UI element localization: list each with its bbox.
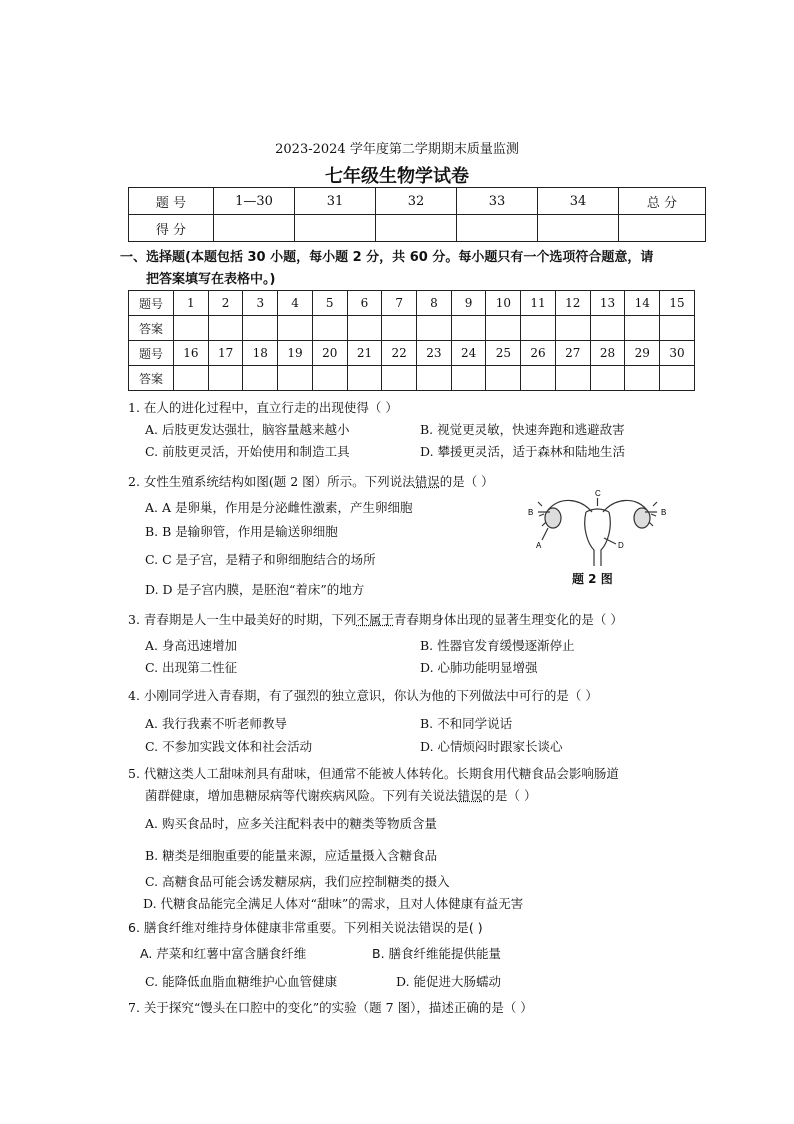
question-number-cell: 18 (243, 341, 278, 366)
question-4-option-d: D. 心情烦闷时跟家长谈心 (420, 739, 563, 754)
question-1-option-c: C. 前肢更灵活，开始使用和制造工具 (145, 444, 350, 459)
question-number-cell: 17 (208, 341, 243, 366)
question-4-stem: 4. 小刚同学进入青春期，有了强烈的独立意识，你认为他的下列做法中可行的是（ ） (128, 688, 598, 703)
answer-number-row (129, 291, 695, 316)
exam-title: 七年级生物学试卷 (325, 166, 469, 187)
question-3-option-a: A. 身高迅速增加 (145, 638, 237, 653)
question-5-stem-line1: 5. 代糖这类人工甜味剂具有甜味，但通常不能被人体转化。长期食用代糖食品会影响肠道 (128, 766, 619, 781)
question-number-cell: 16 (174, 341, 209, 366)
question-number-cell: 21 (347, 341, 382, 366)
section-heading-line2: 把答案填写在表格中。) (146, 272, 276, 287)
score-cell: 总 分 (619, 188, 706, 215)
question-5-stem-post: 的是（ ） (482, 788, 537, 803)
question-3-option-d: D. 心肺功能明显增强 (420, 660, 538, 675)
question-3-stem-pre: 3. 青春期是人一生中最美好的时期，下列 (128, 612, 357, 627)
score-cell: 1—30 (214, 188, 295, 215)
section-heading (120, 247, 700, 291)
answer-cell (590, 316, 625, 341)
answer-cell (347, 366, 382, 391)
answer-row-label: 答案 (129, 316, 174, 341)
question-1-option-b: B. 视觉更灵敏，快速奔跑和逃避敌害 (420, 422, 625, 437)
question-number-cell: 24 (451, 341, 486, 366)
question-7-stem: 7. 关于探究“馒头在口腔中的变化”的实验（题 7 图），描述正确的是（ ） (128, 1000, 533, 1015)
question-number-cell: 19 (278, 341, 313, 366)
question-number-cell: 11 (521, 291, 556, 316)
answer-cell (208, 366, 243, 391)
answer-cell (174, 316, 209, 341)
score-entry-cell (295, 215, 376, 242)
answer-cell (243, 316, 278, 341)
question-2-stem-emphasis: 错误 (414, 474, 440, 489)
figure-label-c: C (595, 489, 601, 498)
question-6-option-d: D. 能促进大肠蠕动 (396, 974, 502, 989)
answer-cell (521, 316, 556, 341)
question-5-option-b: B. 糖类是细胞重要的能量来源，应适量摄入含糖食品 (145, 848, 438, 863)
answer-cell (486, 366, 521, 391)
score-entry-cell (376, 215, 457, 242)
question-4-option-b: B. 不和同学说话 (420, 716, 513, 731)
score-entry-cell (538, 215, 619, 242)
score-entry-cell (214, 215, 295, 242)
question-number-cell: 5 (312, 291, 347, 316)
question-6-option-c: C. 能降低血脂血糖维护心血管健康 (145, 974, 338, 989)
question-number-cell: 1 (174, 291, 209, 316)
score-cell: 33 (457, 188, 538, 215)
question-2-stem (128, 472, 494, 490)
answer-cell (278, 316, 313, 341)
question-number-cell: 3 (243, 291, 278, 316)
question-2-option-c: C. C 是子宫，是精子和卵细胞结合的场所 (145, 552, 376, 567)
question-2-option-b: B. B 是输卵管，作用是输送卵细胞 (145, 524, 338, 539)
answer-number-row (129, 341, 695, 366)
answer-cell (555, 366, 590, 391)
question-4-option-c: C. 不参加实践文体和社会活动 (145, 739, 313, 754)
question-4-option-a: A. 我行我素不听老师教导 (145, 716, 287, 731)
question-number-cell: 9 (451, 291, 486, 316)
question-5-stem-line2 (145, 786, 537, 804)
question-1-stem: 1. 在人的进化过程中，直立行走的出现使得（ ） (128, 400, 398, 415)
answer-entry-row (129, 366, 695, 391)
answer-cell (382, 366, 417, 391)
score-entry-cell (457, 215, 538, 242)
question-number-cell: 10 (486, 291, 521, 316)
question-2-option-a: A. A 是卵巢，作用是分泌雌性激素，产生卵细胞 (145, 500, 413, 515)
exam-subtitle: 2023-2024 学年度第二学期期末质量监测 (275, 142, 519, 157)
answer-cell (660, 366, 695, 391)
answer-row-label: 答案 (129, 366, 174, 391)
answer-cell (486, 316, 521, 341)
score-table-score-row (129, 215, 706, 242)
question-number-cell: 15 (660, 291, 695, 316)
answer-cell (278, 366, 313, 391)
question-number-cell: 29 (625, 341, 660, 366)
score-table-header-row (129, 188, 706, 215)
question-5-option-d: D. 代糖食品能完全满足人体对“甜味”的需求，且对人体健康有益无害 (143, 896, 524, 911)
question-5-option-a: A. 购买食品时，应多关注配料表中的糖类等物质含量 (145, 816, 437, 831)
answer-cell (312, 316, 347, 341)
question-5-option-c: C. 高糖食品可能会诱发糖尿病，我们应控制糖类的摄入 (145, 874, 450, 889)
question-5-stem-emphasis: 错误 (457, 788, 483, 803)
answer-cell (208, 316, 243, 341)
score-entry-cell (619, 215, 706, 242)
question-2-option-d: D. D 是子宫内膜，是胚泡“着床”的地方 (145, 582, 365, 597)
question-number-cell: 30 (660, 341, 695, 366)
question-number-cell: 14 (625, 291, 660, 316)
question-number-cell: 8 (417, 291, 452, 316)
question-number-cell: 13 (590, 291, 625, 316)
question-5-stem-pre: 菌群健康，增加患糖尿病等代谢疾病风险。下列有关说法 (145, 788, 458, 803)
question-number-cell: 25 (486, 341, 521, 366)
figure-caption: 题 2 图 (572, 572, 613, 586)
score-cell: 31 (295, 188, 376, 215)
question-number-cell: 12 (555, 291, 590, 316)
score-cell: 34 (538, 188, 619, 215)
answer-cell (174, 366, 209, 391)
question-number-cell: 28 (590, 341, 625, 366)
answer-entry-row (129, 316, 695, 341)
question-number-cell: 20 (312, 341, 347, 366)
answer-cell (382, 316, 417, 341)
score-cell: 32 (376, 188, 457, 215)
question-number-cell: 23 (417, 341, 452, 366)
question-number-cell: 26 (521, 341, 556, 366)
answer-cell (243, 366, 278, 391)
question-3-option-b: B. 性器官发育缓慢逐渐停止 (420, 638, 575, 653)
question-6-option-b: B. 膳食纤维能提供能量 (372, 946, 502, 961)
answer-cell (417, 316, 452, 341)
question-6-stem: 6. 膳食纤维对维持身体健康非常重要。下列相关说法错误的是( ) (128, 920, 483, 935)
question-3-stem-emphasis: 不属于 (356, 612, 394, 627)
question-number-cell: 7 (382, 291, 417, 316)
figure-label-b-left: B (528, 508, 534, 517)
question-2-stem-post: 的是（ ） (439, 474, 494, 489)
figure-label-b-right: B (661, 508, 667, 517)
answer-cell (590, 366, 625, 391)
section-heading-line1: 一、选择题(本题包括 30 小题，每小题 2 分，共 60 分。每小题只有一个选项符合题意，请 (120, 250, 654, 265)
question-6-option-a: A. 芹菜和红薯中富含膳食纤维 (140, 946, 307, 961)
score-cell: 题 号 (129, 188, 214, 215)
question-1-option-a: A. 后肢更发达强壮，脑容量越来越小 (145, 422, 350, 437)
answer-cell (555, 316, 590, 341)
score-row-label: 得 分 (129, 215, 214, 242)
question-number-cell: 22 (382, 341, 417, 366)
question-number-cell: 6 (347, 291, 382, 316)
answer-cell (625, 366, 660, 391)
question-1-option-d: D. 攀援更灵活，适于森林和陆地生活 (420, 444, 626, 459)
figure-label-d: D (618, 541, 624, 550)
answer-cell (625, 316, 660, 341)
question-3-stem (128, 610, 623, 628)
answer-cell (312, 366, 347, 391)
answer-cell (660, 316, 695, 341)
answer-cell (417, 366, 452, 391)
figure-label-a: A (536, 541, 542, 550)
answer-cell (451, 366, 486, 391)
score-table (128, 187, 706, 242)
answer-cell (347, 316, 382, 341)
question-3-option-c: C. 出现第二性征 (145, 660, 238, 675)
question-3-stem-post: 青春期身体出现的显著生理变化的是（ ） (393, 612, 623, 627)
question-number-cell: 2 (208, 291, 243, 316)
answer-row-label: 题号 (129, 291, 174, 316)
answer-row-label: 题号 (129, 341, 174, 366)
answer-table (128, 290, 695, 391)
answer-cell (521, 366, 556, 391)
question-2-stem-pre: 2. 女性生殖系统结构如图(题 2 图）所示。下列说法 (128, 474, 415, 489)
question-number-cell: 4 (278, 291, 313, 316)
question-number-cell: 27 (555, 341, 590, 366)
answer-cell (451, 316, 486, 341)
